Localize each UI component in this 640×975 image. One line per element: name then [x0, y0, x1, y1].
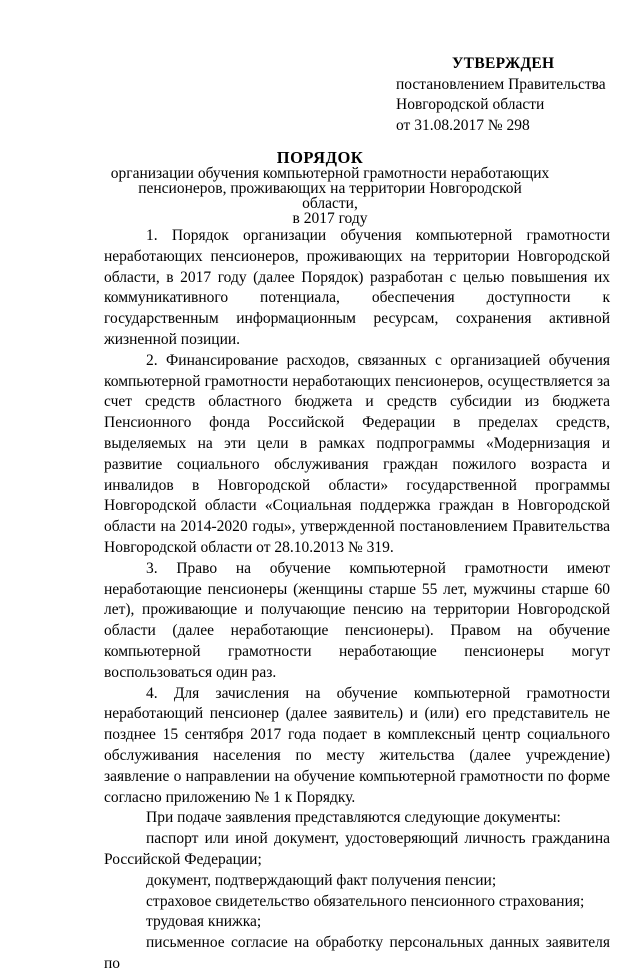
document-title: ПОРЯДОК [276, 148, 364, 167]
paragraph-2: 2. Финансирование расходов, связанных с организацией обучения компьютерной грамотности неработающих пенсионеров, осуществляется за счет средств областного бюджета и средств субсидии из бюджета Пенсионного фонда Российской Федерации в пределах средств, выделяемых на эти цели в рамках подпрограммы «Модернизация и развитие социального обслуживания граждан пожилого возраста и инвалидов в Новгородской области» государственной программы Новгородской области «Социальная поддержка граждан в Новгородской области на 2014-2020 годы», утвержденной постановлением Правительства Новгородской области от 28.10.2013 № 319. [104, 351, 610, 556]
document-item-passport: паспорт или иной документ, удостоверяющий личность гражданина Российской Федерации; [104, 830, 610, 868]
approval-stamp [396, 54, 636, 136]
document-item-insurance-certificate: страховое свидетельство обязательного пенсионного страхования; [146, 892, 585, 910]
documents-intro: При подаче заявления представляются следующие документы: [146, 809, 561, 827]
document-item-employment-record: трудовая книжка; [146, 913, 262, 931]
paragraph-1: 1. Порядок организации обучения компьютерной грамотности неработающих пенсионеров, проживающих на территории Новгородской области, в 2017 году (далее Порядок) разработан с целью повышения их коммуникативного потенциала, обеспечения доступности к государственным информационным ресурсам, сохранения активной жизненной позиции. [104, 227, 610, 348]
subtitle-line-3: в 2017 году [292, 210, 368, 227]
subtitle-line-2: пенсионеров, проживающих на территории Новгородской области, [138, 180, 522, 212]
approval-heading: УТВЕРЖДЕН [452, 55, 555, 72]
paragraph-3: 3. Право на обучение компьютерной грамотности имеют неработающие пенсионеры (женщины старше 55 лет, мужчины старше 60 лет), проживающие и получающие пенсию на территории Новгородской области (далее неработающие пенсионеры). Правом на обучение компьютерной грамотности неработающие пенсионеры могут воспользоваться один раз. [104, 559, 610, 681]
paragraph-4: 4. Для зачисления на обучение компьютерной грамотности неработающий пенсионер (далее заявитель) и (или) его представитель не позднее 15 сентября 2017 года подает в комплексный центр социального обслуживания населения по месту жительства (далее учреждение) заявление о направлении на обучение компьютерной грамотности по форме согласно приложению № 1 к Порядку. [104, 684, 610, 806]
approval-line-2: Новгородской области [396, 96, 545, 113]
approval-line-3: от 31.08.2017 № 298 [396, 116, 530, 134]
approval-line-1: постановлением Правительства [396, 75, 606, 93]
subtitle-line-1: организации обучения компьютерной грамотности неработающих [110, 165, 550, 182]
document-item-consent: письменное согласие на обработку персональных данных заявителя по [104, 934, 610, 972]
document-item-pension-proof: документ, подтверждающий факт получения пенсии; [146, 871, 497, 889]
document-subtitle [110, 166, 550, 226]
document-body [104, 226, 610, 975]
